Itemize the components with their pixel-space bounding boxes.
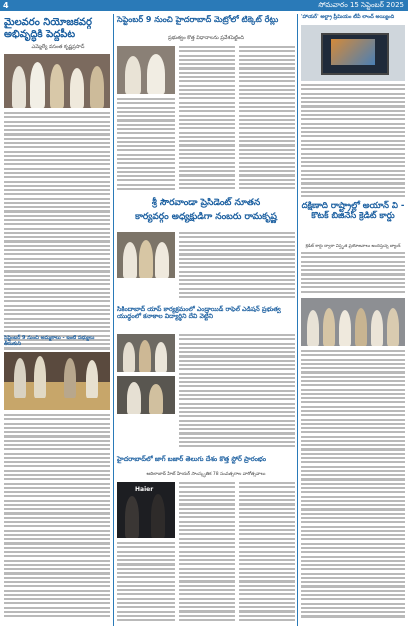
center-lower-headline: సికిందాబాద్ యాప్ కార్యక్రమంలో ఎండ్రాయిడ్ రాఫెల్ ఎడిషన్ ప్రభుత్వ యుద్ధంలో కనాకాల విద్యార్థిని దేవి వెట్టిని (117, 306, 281, 321)
center-mid-photo (117, 232, 175, 278)
right-mid-body-text-b (301, 350, 405, 626)
page-number: 4 (3, 1, 9, 10)
right-mid-photo (301, 298, 405, 346)
left-bottom-headline: సెప్టెంబర్ 9 నుంచి అమ్మకాలు - ఇంటి సభ్యులు తీసుకుని (4, 335, 95, 347)
center-top-caption (117, 98, 175, 196)
center-bottom-body-text-b (239, 482, 295, 626)
center-top-subhead: ప్రభుత్వం కొత్త విధానాలను ప్రవేశపెట్టింది (168, 35, 244, 41)
center-top-headline: సెప్టెంబర్ 9 నుంచి హైదరాబాద్ మెట్రోలో టిక్కెట్ రేట్లు (117, 15, 279, 24)
right-mid-headline: దక్షిణాది రాష్ట్రాల్లో అయాన్ వి - కొటక్ బిజినెస్ క్రెడిట్ కార్డు (301, 201, 405, 221)
center-bottom-headline: హైదరాబాద్‌లో జాగ్ బజార్ తెలుగు దేశం కొత్త స్టోర్ ప్రారంభం (117, 455, 267, 463)
left-top-body-text (4, 112, 110, 362)
column-divider-right (297, 14, 298, 626)
left-bottom-body-text (4, 414, 110, 624)
left-top-subhead: ఎమ్మెల్యే వసంత కృష్ణప్రసాద్ (31, 44, 85, 50)
column-divider-left (113, 14, 114, 626)
center-bottom-photo (117, 482, 175, 538)
center-mid-headline-1: శ్రీ సౌరవాండా ప్రెసిడెంట్ నూతన (151, 198, 261, 208)
center-bottom-body-text-a (179, 482, 235, 626)
center-lower-body-text (179, 334, 295, 454)
center-lower-photo-a (117, 334, 175, 372)
issue-date: సోమవారం 15 సెప్టెంబర్ 2025 (318, 1, 404, 9)
right-top-body-text (301, 84, 405, 202)
center-lower-photo-b (117, 376, 175, 414)
left-top-photo (4, 54, 110, 108)
center-bottom-caption (117, 542, 175, 626)
left-top-headline: మైలవరం నియోజకవర్గ అభివృద్ధికి పెద్దపీట (4, 17, 92, 40)
center-mid-body-text (179, 232, 295, 302)
center-top-body-text-a (179, 46, 235, 196)
center-top-body-text-b (239, 46, 295, 196)
masthead-bar (0, 0, 408, 11)
right-top-photo (301, 25, 405, 81)
left-bottom-photo (4, 352, 110, 410)
right-mid-body-text-a (301, 252, 405, 296)
center-top-photo (117, 46, 175, 94)
center-mid-headline-2: కార్యవర్గం అధ్యక్షుడిగా నంబరు రామకృష్ణ (135, 212, 277, 222)
product-label: Haier (135, 486, 154, 493)
right-top-headline: 'హాయర్' అల్ట్రా ప్రీమియం టీవీ లాంచ్ అయ్యింది (301, 14, 395, 20)
center-bottom-subhead: ఆదిలాబాద్ హిట్ హేయర్ సాంస్కృతిక 78 సంవత్సరాల వారోత్సవాలు (146, 472, 266, 477)
right-mid-subhead: క్రెడిట్ కార్డు ద్వారా విస్తృత ప్రయోజనాలు అందిస్తున్న బ్యాంక్ (305, 243, 401, 248)
